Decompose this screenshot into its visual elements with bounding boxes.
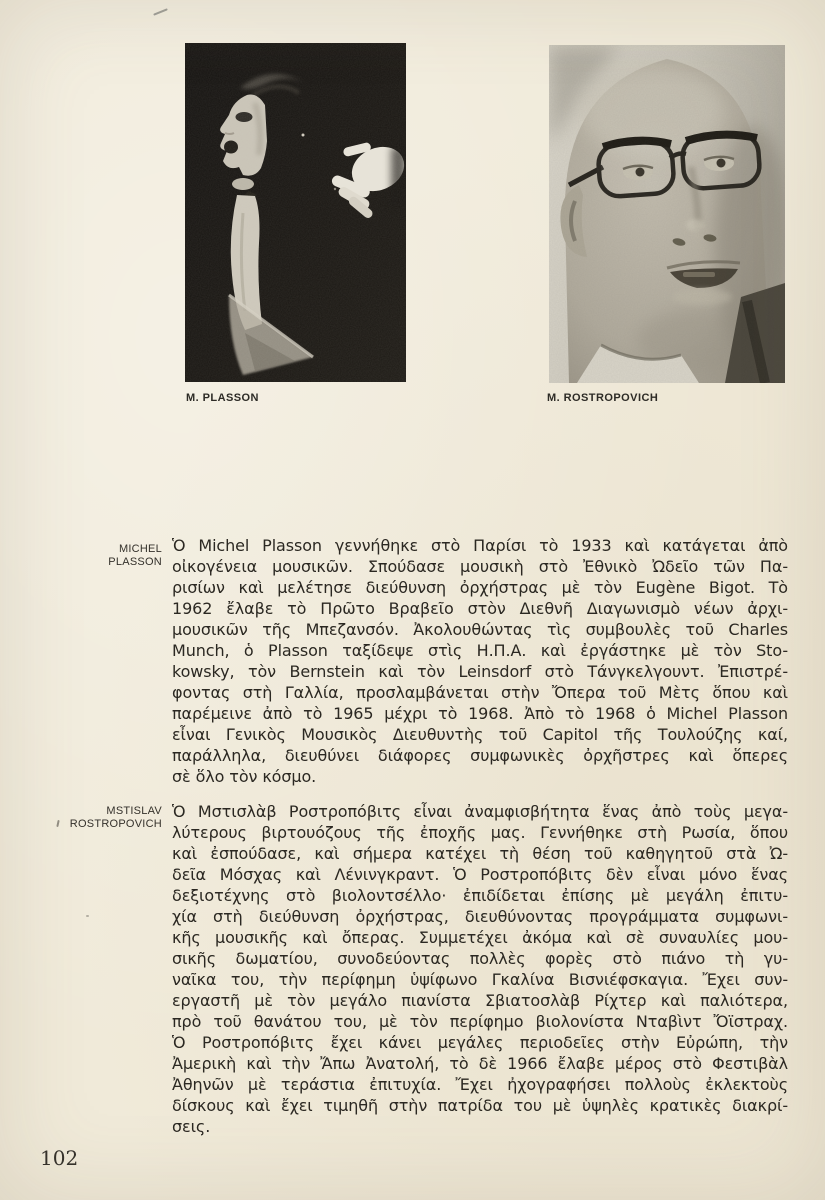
bio-label-plasson <box>0 543 162 569</box>
bio-label-line: MSTISLAV <box>106 805 162 817</box>
page-number: 102 <box>40 1146 79 1170</box>
bio-label-line: MICHEL <box>118 543 162 555</box>
bio-text-line: εἶναι Γενικὸς Μουσικὸς Διευθυντὴς τοῦ Capitol τῆς Τουλούζης καί, <box>172 725 788 744</box>
bio-text-line: παρέμεινε ἀπὸ τὸ 1965 μέχρι τὸ 1968. Ἀπὸ τὸ 1968 ὁ Michel Plasson <box>172 704 788 723</box>
bio-text-line: Ὁ Ροστροπόβιτς ἔχει κάνει μεγάλες περιοδεῖες στὴν Εὐρώπη, τὴν <box>172 1033 788 1052</box>
bio-text-line: ναῖκα του, τὴν περίφημη ὑψίφωνο Γκαλίνα Βισνιέφσκαγια. Ἔχει συν- <box>172 970 788 989</box>
paper-scratch-mark <box>153 8 168 15</box>
bio-text-line: Ὁ Michel Plasson γεννήθηκε στὸ Παρίσι τὸ 1933 καὶ κατάγεται ἀπὸ <box>172 536 788 555</box>
bio-text-line: σεις. <box>172 1117 211 1136</box>
bio-label-line: PLASSON <box>108 556 162 568</box>
bio-text-line: ρισίων καὶ μελέτησε διεύθυνση ὀρχήστρας μὲ τὸν Eugène Bigot. Τὸ <box>172 578 788 597</box>
bio-text-line: Ἀθηνῶν μὲ τεράστια ἐπιτυχία. Ἔχει ἠχογραφήσει πολλοὺς ἐκλεκτοὺς <box>172 1075 788 1094</box>
bio-text-line: Ὁ Μστισλὰβ Ροστροπόβιτς εἶναι ἀναμφισβήτητα ἕνας ἀπὸ τοὺς μεγα- <box>172 802 788 821</box>
bio-text-line: kowsky, τὸν Bernstein καὶ τὸν Leinsdorf στὸ Τάνγκελγουντ. Ἐπιστρέ- <box>172 662 788 681</box>
bio-text-line: πρὸ τοῦ θανάτου του, μὲ τὸν περίφημο βιολονίστα Νταβὶντ Ὄϊστραχ. <box>172 1012 788 1031</box>
bio-text-line: 1962 ἔλαβε τὸ Πρῶτο Βραβεῖο στὸν Διεθνῆ Διαγωνισμὸ νέων ἀρχι- <box>172 599 788 618</box>
bio-text-plasson <box>172 535 788 787</box>
bio-text-rostropovich <box>172 801 788 1137</box>
bio-text-line: δεξιοτέχνης στὸ βιολοντσέλλο· ἐπιδίδεται ἐπίσης μὲ μεγάλη ἐπιτυ- <box>172 886 788 905</box>
photo-grain <box>549 45 785 383</box>
bio-text-line: φοντας στὴ Γαλλία, προσλαμβάνεται στὴν Ὄπερα τοῦ Μὲτς ὅπου καὶ <box>172 683 788 702</box>
photo-rostropovich <box>549 45 785 383</box>
bio-text-line: παράλληλα, διευθύνει διάφορες συμφωνικὲς ὀρχῆστρες καὶ ὅπερες <box>172 746 788 765</box>
bio-label-line: ROSTROPOVICH <box>69 818 162 830</box>
bio-label-rostropovich <box>0 805 162 831</box>
photo-caption-plasson: M. PLASSON <box>186 392 259 404</box>
bio-text-line: καὶ ἐσπούδασε, καὶ σήμερα κατέχει τὴ θέση τοῦ καθηγητοῦ στὰ Ὠ- <box>172 844 788 863</box>
bio-text-line: δεῖα Μόσχας καὶ Λένινγκραντ. Ὁ Ροστροπόβιτς δὲν εἶναι μόνο ἕνας <box>172 865 788 884</box>
photo-rostropovich-art <box>549 45 785 383</box>
bio-entry-rostropovich <box>0 801 788 1137</box>
photo-plasson-art <box>185 43 406 382</box>
photo-plasson <box>185 43 406 382</box>
bio-text-line: λύτερους βιρτουόζους τῆς ἐποχῆς μας. Γεννήθηκε στὴ Ρωσία, ὅπου <box>172 823 788 842</box>
bio-text-line: σὲ ὅλο τὸν κόσμο. <box>172 767 317 786</box>
bio-text-line: μουσικῶν τῆς Μπεζανσόν. Ἀκολουθώντας τὶς συμβουλὲς τοῦ Charles <box>172 620 788 639</box>
bio-text-line: Munch, ὁ Plasson ταξίδεψε στὶς Η.Π.Α. καὶ ἐργάστηκε μὲ τὸν Sto- <box>172 641 788 660</box>
bio-text-line: οἰκογένεια μουσικῶν. Σπούδασε μουσικὴ στὸ Ἐθνικὸ Ὠδεῖο τῶν Πα- <box>172 557 788 576</box>
bio-entry-plasson <box>0 535 788 787</box>
photo-grain <box>185 43 406 382</box>
bio-text-line: Ἀμερικὴ καὶ τὴν Ἄπω Ἀνατολή, τὸ δὲ 1966 ἔλαβε μέρος στὸ Φεστιβὰλ <box>172 1054 788 1073</box>
bio-text-line: χία στὴ διεύθυνση ὀρχήστρας, διευθύνοντας προγράμματα συμφωνι- <box>172 907 788 926</box>
bio-text-line: σικῆς δωματίου, συνοδεύοντας πολλὲς φορὲς στὸ πιάνο τὴ γυ- <box>172 949 788 968</box>
photo-caption-rostropovich: M. ROSTROPOVICH <box>547 392 659 404</box>
bio-text-line: κῆς μουσικῆς καὶ ὄπερας. Συμμετέχει ἀκόμα καὶ σὲ συναυλίες μου- <box>172 928 788 947</box>
bio-text-line: εργαστῆ μὲ τὸν μεγάλο πιανίστα Σβιατοσλὰβ Ρίχτερ καὶ παλιότερα, <box>172 991 788 1010</box>
bio-text-line: δίσκους καὶ ἔχει τιμηθῆ στὴν πατρίδα του μὲ ὑψηλὲς κρατικὲς διακρί- <box>172 1096 788 1115</box>
